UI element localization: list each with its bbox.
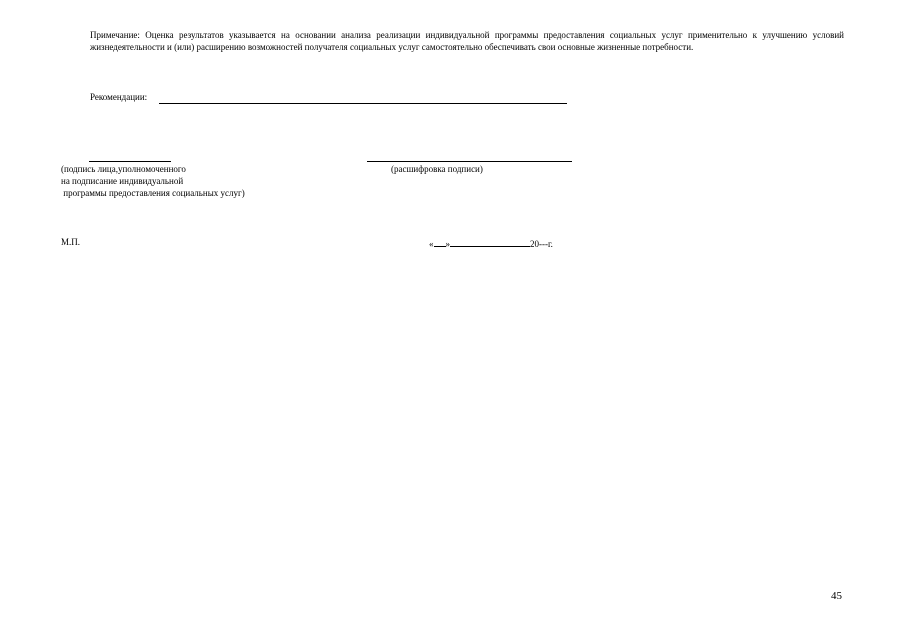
page-number: 45 xyxy=(831,590,842,602)
date-field xyxy=(429,237,553,250)
date-close-quote: » xyxy=(445,239,450,249)
recommendations-blank-line xyxy=(159,103,567,104)
date-year-suffix: 20---г. xyxy=(530,239,553,249)
recommendations-label: Рекомендации: xyxy=(90,92,148,102)
signature-blank-line xyxy=(89,161,171,162)
note-paragraph: Примечание: Оценка результатов указывается на основании анализа реализации индивидуальной программы предоставления социальных услуг применительно к улучшению условий жизнедеятельности и (или) расширению возможностей получателя социальных услуг самостоятельно обеспечивать свои основные жизненные потребности. xyxy=(90,30,844,52)
month-blank-line xyxy=(450,237,530,247)
signature-decoding-caption: (расшифровка подписи) xyxy=(391,164,483,174)
signature-caption: (подпись лица,уполномоченного на подписание индивидуальной программы предоставления социальных услуг) xyxy=(61,164,245,198)
signature-decoding-blank-line xyxy=(367,161,572,162)
stamp-label: М.П. xyxy=(61,237,81,247)
day-blank-line xyxy=(434,237,446,247)
date-open-quote: « xyxy=(429,239,434,249)
